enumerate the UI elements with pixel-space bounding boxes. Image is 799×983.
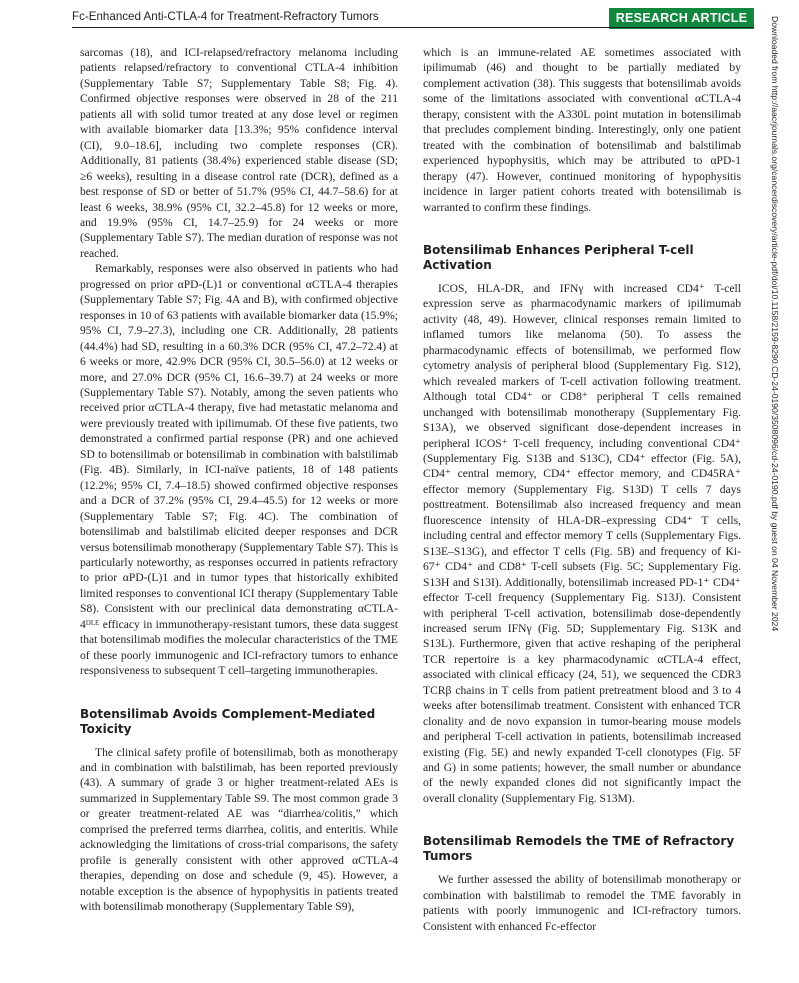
section-badge: RESEARCH ARTICLE <box>609 8 754 29</box>
left-column <box>80 45 398 915</box>
section-heading-t-cell-activation: Botensilimab Enhances Peripheral T-cell Activation <box>423 242 694 272</box>
right-paragraph-3: We further assessed the ability of botensilimab monotherapy or combination with balstilimab to remodel the TME favorably in patients with poorly immunogenic and ICI-refractory tumors. Consistent with enhanced Fc-effector <box>423 873 741 933</box>
left-paragraph-1: sarcomas (18), and ICI-relapsed/refractory melanoma including patients relapsed/refractory to conventional CTLA-4 inhibition (Supplementary Table S7; Supplementary Table S8; Fig. 4). Confirmed objective responses were observed in 28 of the 211 patients all with solid tumor treated at any dose level or regimen with available biomarker data [13.3%; 95% confidence interval (CI), 9.0–18.6], including two complete responses (CR). Additionally, 81 patients (38.4%) experienced stable disease (SD; ≥6 weeks), resulting in a disease control rate (DCR), defined as a best response of SD or better of 51.7% (95% CI, 44.7–58.6) for at least 6 weeks, 38.9% (95% CI, 32.2–45.8) for 12 weeks or more, and 19.9% (95% CI, 14.7–25.9) for 24 weeks or more (Supplementary Table S7). The median duration of response was not reached. <box>80 46 398 260</box>
section-heading-complement-toxicity: Botensilimab Avoids Complement-Mediated Toxicity <box>80 706 376 736</box>
right-column <box>423 45 741 934</box>
right-paragraph-1: which is an immune-related AE sometimes associated with ipilimumab (46) and thought to be partially mediated by complement activation (38). This suggests that botensilimab avoids some of the limitations associated with conventional αCTLA-4 therapy, consistent with the A330L point mutation in botensilimab that precludes complement binding. Interestingly, only one patient treated with the combination of botensilimab and balstilimab experienced hypophysitis, which may be attributed to αPD-1 therapy (47). However, continued monitoring of hypophysitis incidence in larger patient cohorts treated with botensilimab is warranted to confirm these findings. <box>423 46 741 214</box>
download-watermark <box>769 16 780 896</box>
left-paragraph-3: The clinical safety profile of botensilimab, both as monotherapy and in combination with balstilimab, has been reported previously (43). A summary of grade 3 or higher treatment-related AEs is summarized in Supplementary Table S9. The most common grade 3 or greater treatment-related AE was “diarrhea/colitis,” which comprised the preferred terms diarrhea, colitis, and enteritis. While acknowledging the limitations of cross-trial comparisons, the safety profile is generally consistent with other approved αCTLA-4 therapies, depending on dose and schedule (9, 45). However, a notable exception is the absence of hypophysitis in patients treated with botensilimab monotherapy (Supplementary Table S9), <box>80 745 398 914</box>
header-rule <box>72 27 754 28</box>
running-header-title: Fc-Enhanced Anti-CTLA-4 for Treatment-Refractory Tumors <box>72 10 379 23</box>
right-paragraph-2: ICOS, HLA-DR, and IFNγ with increased CD4⁺ T-cell expression serve as pharmacodynamic markers of ipilimumab activity (48, 49). However, clinical responses remain limited to inflamed tumors like melanoma (50). To assess the pharmacodynamic effects of botensilimab, we performed flow cytometry analysis of peripheral blood (Supplementary Fig. S12), which revealed markers of T-cell activation following treatment. Although total CD4⁺ or CD8⁺ peripheral T cells remained unchanged with botensilimab monotherapy (Supplementary Fig. S13A), we observed significant dose-dependent increases in peripheral ICOS⁺ T-cell frequency, including conventional CD4⁺ (Supplementary Fig. S13B and S13C), CD4⁺ effector (Fig. 5A), CD4⁺ central memory, CD4⁺ effector memory, and CD45RA⁺ effector memory (Supplementary Fig. S13D) T cells 7 days posttreatment. Botensilimab also increased frequency and mean fluorescence intensity of HLA-DR–expressing CD4⁺ T cells, including central and effector memory T cells (Supplementary Figs. S13E–S13G), and effector T cells (Fig. 5B) and frequency of Ki-67⁺ CD4⁺ and CD8⁺ T-cell subsets (Fig. 5C; Supplementary Fig. S13H and S13I). Additionally, botensilimab increased PD-1⁺ CD4⁺ effector T-cell frequency (Supplementary Fig. S13J). Consistent with peripheral T-cell activation, botensilimab dose-dependently increased serum IFNγ (Fig. 5D; Supplementary Fig. S13K and S13L). Furthermore, given that active reshaping of the peripheral TCR repertoire is a key pharmacodynamic αCTLA-4 effect, associated with clinical efficacy (24, 51), we sequenced the CDR3 TCRβ chains in T cells from patient pretreatment blood and 3 to 4 weeks after botensilimab treatment. Consistent with enhanced TCR clonality and de novo expansion in tumor-bearing mouse models and peripheral T-cell activation in patients, botensilimab increased existing (Fig. 5E) and newly expanded T-cell clonotypes (Fig. 5F and G) in some patients; however, the small number or abundance of the newly expanded clones did not significantly impact the overall clonality (Supplementary Fig. S13M). <box>423 281 741 805</box>
section-heading-tme-remodeling: Botensilimab Remodels the TME of Refractory Tumors <box>423 834 735 864</box>
left-paragraph-2: Remarkably, responses were also observed in patients who had progressed on prior αPD-(L)1 or conventional αCTLA-4 therapies (Supplementary Table S7; Fig. 4A and B), with confirmed objective responses in 10 of 63 patients with available biomarker data (15.9%; 95% CI, 7.9–27.3), including one CR. Additionally, 28 patients (44.4%) had SD, resulting in a 60.3% DCR (95% CI, 47.2–72.4) at 6 weeks or more, 42.9% DCR (95% CI, 30.5–56.0) at 12 weeks or more, and 27.0% DCR (95% CI, 16.6–39.7) at 24 weeks or more (Supplementary Table S7). Notably, among the seven patients who received prior αCTLA-4 therapy, five had metastatic melanoma and were previously treated with ipilimumab. Of these five patients, two demonstrated a confirmed partial response (PR) and one achieved SD to botensilimab or botensilimab in combination with balstilimab (Fig. 4B). Similarly, in ICI-naïve patients, 18 of 148 patients (12.2%; 95% CI, 7.4–18.5) showed confirmed objective responses and a DCR of 37.2% (95% CI, 29.4–45.5) for 12 weeks or more (Supplementary Table S7; Fig. 4C). The combination of botensilimab and balstilimab elicited deeper responses and DCR versus botensilimab monotherapy (Supplementary Table S7). This is particularly noteworthy, as responses occurred in patients refractory to prior αPD-(L)1 and in tumor types that historically exhibited limited responses to conventional ICI therapy (Supplementary Table S8). Consistent with our preclinical data demonstrating αCTLA-4ᴰᴸᴱ efficacy in immunotherapy-resistant tumors, these data suggest that botensilimab modifies the molecular characteristics of the TME of these poorly immunogenic and ICI-refractory tumors to enhance responsiveness to subsequent T cell–targeting immunotherapies. <box>80 262 398 678</box>
download-note: Downloaded from http://aacrjournals.org/cancerdiscovery/article-pdf/doi/10.1158/2159-8290.CD-24-0190/3508096/cd-24-0190.pdf by guest on 04 November 2024 <box>770 16 780 632</box>
